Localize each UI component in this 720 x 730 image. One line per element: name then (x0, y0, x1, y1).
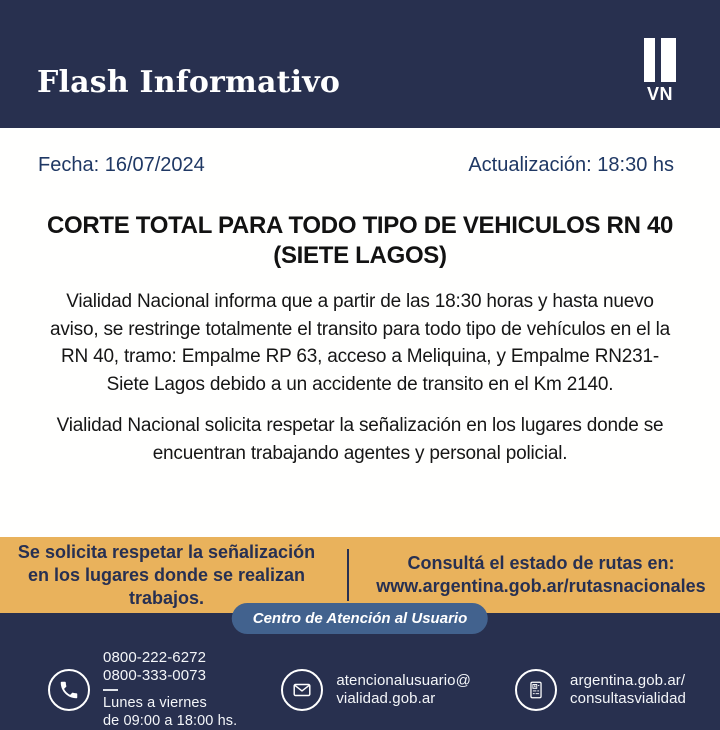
web-line-2: consultasvialidad (570, 690, 686, 708)
phone-text-block (103, 649, 237, 730)
web-line-1: argentina.gob.ar/ (570, 672, 686, 690)
phone-number-1: 0800-222-6272 (103, 649, 237, 667)
date-label: Fecha: 16/07/2024 (38, 154, 205, 177)
phone-number-2: 0800-333-0073 (103, 667, 237, 685)
routes-status-url: www.argentina.gob.ar/rutasnacionales (369, 575, 714, 598)
email-line-1: atencionalusuario@ (336, 672, 471, 690)
vn-logo-bar-right (661, 38, 676, 82)
bulletin-paragraph-2: Vialidad Nacional solicita respetar la señalización en los lugares donde se encuentran trabajando agentes y personal policial. (43, 412, 677, 467)
contact-center-pill: Centro de Atención al Usuario (232, 603, 488, 634)
bulletin-body (0, 128, 720, 537)
notice-band (0, 537, 720, 613)
vn-logo (644, 38, 676, 105)
notice-band-divider (347, 549, 349, 601)
vn-logo-bar-left (644, 38, 655, 82)
envelope-icon (281, 669, 323, 711)
vn-logo-text: VN (644, 84, 676, 105)
update-label: Actualización: 18:30 hs (468, 154, 674, 177)
bulletin-title: CORTE TOTAL PARA TODO TIPO DE VEHICULOS RN 40 (SIETE LAGOS) (45, 211, 675, 271)
document-icon (515, 669, 557, 711)
web-contact (515, 669, 686, 711)
web-text-block (570, 672, 686, 708)
email-text-block (336, 672, 471, 708)
schedule-line-2: de 09:00 a 18:00 hs. (103, 713, 237, 730)
notice-band-right-text (369, 552, 714, 598)
svg-text:A: A (534, 684, 537, 688)
footer (0, 613, 720, 730)
schedule-line-1: Lunes a viernes (103, 695, 237, 713)
email-contact (281, 669, 471, 711)
header (0, 0, 720, 128)
notice-band-left-text: Se solicita respetar la señalización en los lugares donde se realizan trabajos. (7, 541, 327, 610)
page-title: Flash Informativo (37, 65, 340, 100)
meta-row (0, 154, 720, 177)
routes-status-label: Consultá el estado de rutas en: (369, 552, 714, 575)
email-line-2: vialidad.gob.ar (336, 690, 471, 708)
phone-contact (48, 649, 237, 730)
schedule-divider (103, 689, 118, 691)
phone-icon (48, 669, 90, 711)
bulletin-paragraph-1: Vialidad Nacional informa que a partir de las 18:30 horas y hasta nuevo aviso, se restringe totalmente el transito para todo tipo de vehículos en el la RN 40, tramo: Empalme RP 63, acceso a Meliquina, y Empalme RN231- Siete Lagos debido a un accidente de transito en el Km 2140. (43, 288, 677, 398)
vn-logo-bars-icon (644, 38, 676, 82)
